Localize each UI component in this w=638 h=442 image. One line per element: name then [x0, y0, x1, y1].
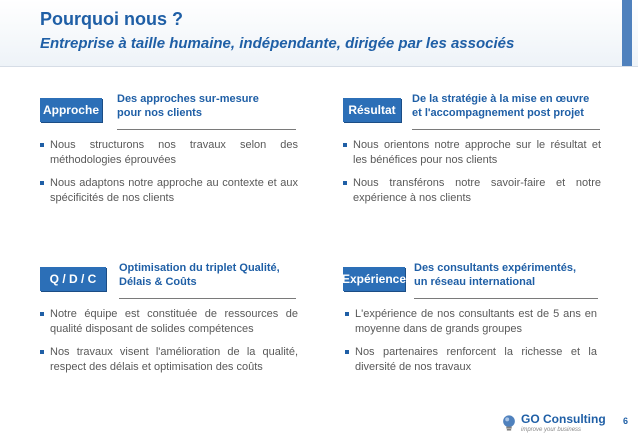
- list-item: Nos partenaires renforcent la richesse et la diversité de nos travaux: [345, 345, 597, 375]
- logo-text: [521, 413, 606, 433]
- card-heading: [117, 92, 259, 120]
- page-title: Pourquoi nous ?: [40, 9, 183, 29]
- card-divider: [117, 129, 296, 130]
- card-bullet-list: [40, 307, 298, 383]
- logo-consulting: Consulting: [543, 412, 606, 426]
- card-divider: [119, 298, 296, 299]
- card-badge: Expérience: [343, 267, 405, 291]
- card-heading-line1: Des approches sur-mesure: [117, 93, 259, 105]
- card-badge: Approche: [40, 98, 102, 122]
- company-logo: [500, 409, 610, 437]
- page-subtitle: Entreprise à taille humaine, indépendante, dirigée par les associés: [40, 35, 515, 52]
- lightbulb-icon: [500, 414, 518, 432]
- card-heading-line2: pour nos clients: [117, 107, 202, 119]
- list-item: Nos travaux visent l'amélioration de la qualité, respect des délais et optimisation des coûts: [40, 345, 298, 375]
- card-badge: Q / D / C: [40, 267, 106, 291]
- card-heading: [412, 92, 589, 120]
- logo-go: GO: [521, 412, 540, 426]
- card-bullet-list: [345, 307, 597, 383]
- card-bullet-list: [40, 138, 298, 214]
- list-item: Nous orientons notre approche sur le résultat et les bénéfices pour nos clients: [343, 138, 601, 168]
- card-divider: [412, 129, 600, 130]
- card-divider: [414, 298, 598, 299]
- page-number: 6: [622, 416, 628, 426]
- card-heading-line2: et l'accompagnement post projet: [412, 107, 584, 119]
- card-heading-line2: un réseau international: [414, 276, 536, 288]
- header-accent-bar: [622, 0, 632, 66]
- slide-header: [0, 0, 638, 67]
- card-heading-line1: Optimisation du triplet Qualité,: [119, 262, 280, 274]
- list-item: Nous adaptons notre approche au contexte et aux spécificités de nos clients: [40, 176, 298, 206]
- card-badge: Résultat: [343, 98, 401, 122]
- card-heading-line1: De la stratégie à la mise en œuvre: [412, 93, 590, 105]
- list-item: Nous structurons nos travaux selon des méthodologies éprouvées: [40, 138, 298, 168]
- card-heading-line1: Des consultants expérimentés,: [414, 262, 577, 274]
- card-heading-line2: Délais & Coûts: [119, 276, 197, 288]
- list-item: Notre équipe est constituée de ressources de qualité disposant de solides compétences: [40, 307, 298, 337]
- list-item: L'expérience de nos consultants est de 5 ans en moyenne dans de grands groupes: [345, 307, 597, 337]
- logo-tagline: improve your business: [521, 427, 582, 433]
- logo-wordmark: [521, 413, 606, 425]
- card-heading: [414, 261, 576, 289]
- card-heading: [119, 261, 280, 289]
- card-bullet-list: [343, 138, 601, 214]
- list-item: Nous transférons notre savoir-faire et notre expérience à nos clients: [343, 176, 601, 206]
